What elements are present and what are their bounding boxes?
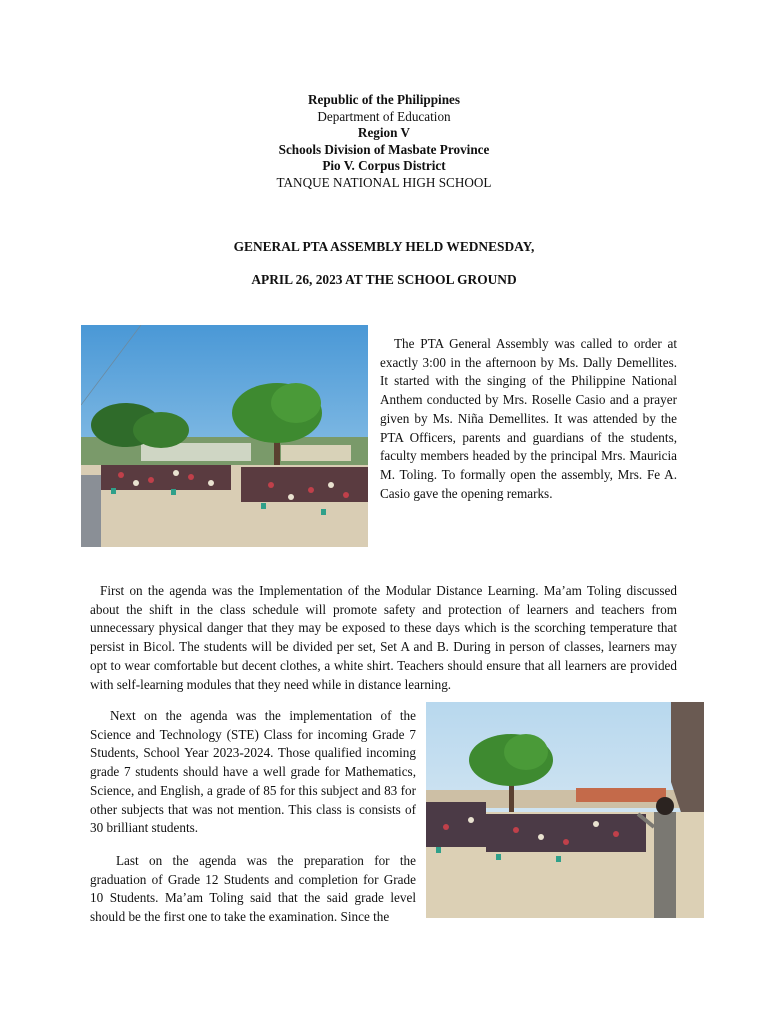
paragraph-ste-class: Next on the agenda was the implementation of the Science and Technology (STE) Class for incoming Grade 7 Students, School Year 2023-2024. Those qualified incoming grade 7 students should have a well grade for Mathematics, Science, and English, a grade of 85 for this subject and 83 for other subjects that was not mention. This class is consists of 30 brilliant students. — [90, 708, 416, 836]
letterhead — [0, 92, 768, 192]
letterhead-school: TANQUE NATIONAL HIGH SCHOOL — [276, 174, 492, 190]
paragraph-opening: The PTA General Assembly was called to order at exactly 3:00 in the afternoon by Ms. Dally Demellites. It started with the singing of the Philippine National Anthem conducted by Mrs. Roselle Casio and a prayer given by Ms. Niña Demellites. It was attended by the PTA Officers, parents and guardians of the students, faculty members headed by the principal Mrs. Mauricia M. Toling. To formally open the assembly, Mrs. Fe A. Casio gave the opening remarks. — [380, 336, 677, 501]
letterhead-district: Pio V. Corpus District — [322, 158, 446, 174]
letterhead-department: Department of Education — [317, 108, 451, 124]
article-title-line-1: GENERAL PTA ASSEMBLY HELD WEDNESDAY, — [233, 239, 535, 254]
assembly-photo-1 — [81, 325, 368, 547]
article-title-line-2: APRIL 26, 2023 AT THE SCHOOL GROUND — [251, 272, 517, 287]
letterhead-republic: Republic of the Philippines — [307, 92, 461, 107]
letterhead-division: Schools Division of Masbate Province — [278, 141, 490, 157]
paragraph-modular-learning: First on the agenda was the Implementation of the Modular Distance Learning. Ma’am Toling discussed about the shift in the class schedule will promote safety and protection of learners and teachers from unnecessary physical danger that they may be exposed to these days which is the scorching temperature that persist in Bicol. The students will be divided per set, Set A and B. During in person of classes, learners may opt to wear comfortable but decent clothes, a white shirt. Teachers should ensure that all learners are provided with self-learning modules that they need while in distance learning. — [90, 583, 677, 692]
letterhead-region: Region V — [357, 125, 411, 141]
paragraph-graduation: Last on the agenda was the preparation for the graduation of Grade 12 Students and completion for Grade 10 Students. Ma’am Toling said that the said grade level should be the first one to take the examination. Since the — [90, 853, 416, 925]
assembly-photo-2 — [426, 702, 704, 918]
